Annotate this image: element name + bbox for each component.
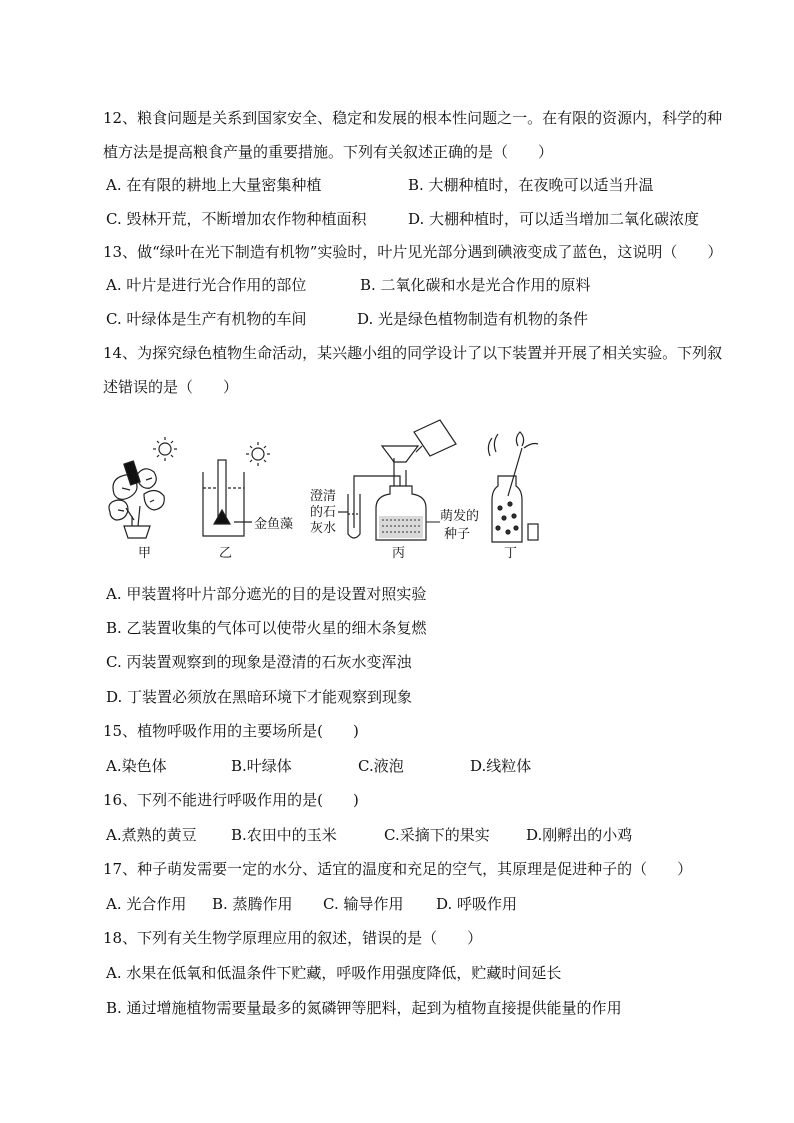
q17-stem-line1: 17、种子萌发需要一定的水分、适宜的温度和充足的空气，其原理是促进种子的（ ） — [103, 860, 693, 878]
q13-option-a: A. 叶片是进行光合作用的部位 — [106, 276, 307, 294]
label-limewater-3: 灰水 — [310, 521, 337, 536]
q17-option-b: B. 蒸腾作用 — [212, 895, 293, 913]
q14-stem-line2: 述错误的是（ ） — [103, 378, 239, 396]
q12-option-a: A. 在有限的耕地上大量密集种植 — [106, 176, 322, 194]
q16-option-a: A.煮熟的黄豆 — [106, 826, 197, 844]
q13-option-c: C. 叶绿体是生产有机物的车间 — [106, 310, 307, 328]
q13-option-d: D. 光是绿色植物制造有机物的条件 — [357, 310, 589, 328]
q14-option-d: D. 丁装置必须放在黑暗环境下才能观察到现象 — [106, 688, 413, 706]
q15-option-b: B.叶绿体 — [231, 757, 292, 775]
q16-option-b: B.农田中的玉米 — [231, 826, 337, 844]
q17-option-d: D. 呼吸作用 — [436, 895, 518, 913]
q15-stem-line1: 15、植物呼吸作用的主要场所是( ) — [103, 722, 359, 740]
experiment-apparatus-diagram — [100, 416, 660, 566]
q16-option-d: D.刚孵出的小鸡 — [526, 826, 633, 844]
q12-option-b: B. 大棚种植时，在夜晚可以适当升温 — [408, 176, 654, 194]
q15-option-c: C.液泡 — [358, 757, 404, 775]
q13-option-b: B. 二氧化碳和水是光合作用的原料 — [360, 276, 591, 294]
q18-option-a: A. 水果在低氧和低温条件下贮藏，呼吸作用强度降低，贮藏时间延长 — [106, 964, 562, 982]
q14-option-c: C. 丙装置观察到的现象是澄清的石灰水变浑浊 — [106, 653, 412, 671]
label-limewater-1: 澄清 — [310, 489, 337, 504]
experiment-figure — [100, 416, 660, 566]
label-goldfish-weed: 金鱼藻 — [254, 517, 294, 532]
q14-option-a: A. 甲装置将叶片部分遮光的目的是设置对照实验 — [106, 585, 427, 603]
label-seeds-2: 种子 — [444, 527, 471, 542]
q16-option-c: C.采摘下的果实 — [384, 826, 490, 844]
label-ding: 丁 — [504, 546, 518, 561]
q12-option-c: C. 毁林开荒，不断增加农作物种植面积 — [106, 210, 367, 228]
q17-option-a: A. 光合作用 — [106, 895, 187, 913]
q12-stem-line2: 植方法是提高粮食产量的重要措施。下列有关叙述正确的是（ ） — [103, 143, 554, 161]
q14-stem-line1: 14、为探究绿色植物生命活动，某兴趣小组的同学设计了以下装置并开展了相关实验。下列叙 — [103, 344, 723, 362]
label-seeds-1: 萌发的 — [440, 509, 480, 524]
q12-stem-line1: 12、粮食问题是关系到国家安全、稳定和发展的根本性问题之一。在有限的资源内，科学的种 — [103, 109, 723, 127]
bottle-with-seeds — [376, 446, 426, 540]
label-bing: 丙 — [392, 546, 406, 561]
label-jia: 甲 — [138, 546, 152, 561]
label-yi: 乙 — [219, 546, 233, 561]
q15-option-a: A.染色体 — [106, 757, 167, 775]
sun-icon — [153, 437, 177, 461]
seed-jar — [488, 432, 538, 542]
label-limewater-2: 的石 — [310, 505, 337, 520]
q16-stem-line1: 16、下列不能进行呼吸作用的是( ) — [103, 791, 359, 809]
q15-option-d: D.线粒体 — [470, 757, 532, 775]
q12-option-d: D. 大棚种植时，可以适当增加二氧化碳浓度 — [408, 210, 700, 228]
q17-option-c: C. 输导作用 — [323, 895, 404, 913]
q13-stem-line1: 13、做“绿叶在光下制造有机物”实验时，叶片见光部分遇到碘液变成了蓝色，这说明（ ） — [103, 243, 723, 261]
pouring-beaker — [414, 420, 456, 456]
q18-stem-line1: 18、下列有关生物学原理应用的叙述，错误的是（ ） — [103, 929, 483, 947]
q18-option-b: B. 通过增施植物需要量最多的氮磷钾等肥料，起到为植物直接提供能量的作用 — [106, 999, 622, 1017]
potted-plant — [109, 461, 164, 538]
q14-option-b: B. 乙装置收集的气体可以使带火星的细木条复燃 — [106, 619, 427, 637]
beaker-with-goldfish-weed — [203, 460, 252, 536]
sun-icon — [246, 442, 270, 466]
